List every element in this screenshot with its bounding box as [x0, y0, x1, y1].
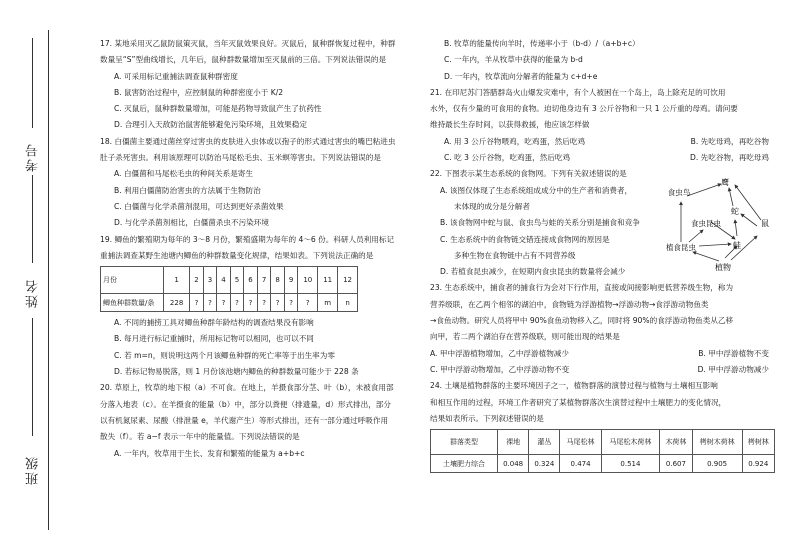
q24-type-cell: 灌丛 — [529, 430, 560, 455]
question-22 — [430, 166, 775, 280]
q24-stem-line: 24. 土壤是植物群落的主要环境因子之一，植物群落的演替过程与植物与土壤相互影响 — [430, 381, 718, 391]
q19-month-cell: 8 — [271, 267, 285, 294]
q19-table-header-row — [101, 267, 358, 294]
node-herbivorous-insect: 植食昆虫 — [666, 243, 696, 253]
q23-option-b[interactable]: B. 甲中浮游植物不变 — [698, 348, 769, 358]
node-hawk: 鹰 — [721, 178, 729, 188]
q23-stem-line: 向甲，若二两个湖泊存在营养级联，则可能出现的结果是 — [430, 332, 620, 342]
q19-month-cell: 11 — [318, 267, 338, 294]
q19-count-cell: ? — [271, 294, 285, 312]
q19-month-cell: 12 — [338, 267, 358, 294]
q19-month-cell: 9 — [284, 267, 298, 294]
q20-option-b[interactable]: B. 牧草的能量传向羊时，传递率小于（b-d）/（a+b+c） — [444, 39, 640, 48]
q24-type-cell: 裸地 — [498, 430, 529, 455]
q24-type-header: 群落类型 — [431, 430, 498, 455]
q17-option-b[interactable]: B. 鼠害防治过程中，应控制鼠的种群密度小于 K/2 — [114, 87, 284, 97]
q19-month-cell: 7 — [257, 267, 271, 294]
node-insectivorous-bird: 食虫鸟 — [667, 188, 691, 198]
class-blank[interactable] — [32, 318, 33, 436]
q22-option-a[interactable]: A. 该图仅体现了生态系统组成成分中的生产者和消费者， — [440, 185, 633, 195]
q17-option-c[interactable]: C. 灭鼠后，鼠种群数量增加，可能是药物导致鼠产生了抗药性 — [114, 104, 322, 114]
q19-month-cell: 3 — [203, 267, 217, 294]
q23-stem-line: 23. 生态系统中，捕食者的捕食行为会对下行作用，直接或间接影响更低营养级生物，称为 — [430, 283, 734, 293]
question-24 — [430, 378, 775, 473]
q17-option-d[interactable]: D. 合理引入天敌防治鼠害能够避免污染环境，且效果稳定 — [114, 120, 307, 130]
node-insectivorous-insect: 食虫昆虫 — [691, 219, 721, 229]
q21-stem-line: 水外，仅有少量的可食用的食物。迫切他身边有 3 公斤谷物和一只 1 公斤重的母鸡。请问要 — [430, 104, 738, 114]
q19-month-cell: 2 — [190, 267, 204, 294]
q24-fertility-cell: 0.514 — [601, 455, 660, 473]
node-snake: 蛇 — [731, 207, 739, 217]
q24-type-cell: 马尾松木荷林 — [601, 430, 660, 455]
question-23 — [430, 280, 775, 378]
question-20 — [100, 380, 425, 461]
q24-fertility-header: 土壤肥力综合 — [431, 455, 498, 473]
name-blank[interactable] — [32, 175, 33, 263]
q19-count-cell: m — [318, 294, 338, 312]
q19-count-cell: ? — [257, 294, 271, 312]
q19-count-cell: 228 — [164, 294, 190, 312]
q19-count-cell: ? — [230, 294, 244, 312]
q24-fertility-cell: 0.905 — [692, 455, 742, 473]
node-frog: 蛙 — [733, 241, 741, 251]
node-mouse: 鼠 — [761, 219, 769, 229]
q19-month-header: 月份 — [101, 267, 164, 294]
q17-option-a[interactable]: A. 可采用标记重捕法调查鼠种群密度 — [114, 71, 238, 81]
q22-option-c-cont: 多种生物在食物链中占有不同营养级 — [454, 250, 576, 260]
q19-month-cell: 5 — [230, 267, 244, 294]
q20-stem-line: 以有机氮尿素、尿酸（排泄量 e，羊代谢产生）等形式排出，还有一部分通过呼吸作用 — [100, 415, 389, 425]
q19-count-cell: ? — [190, 294, 204, 312]
q19-count-cell: ? — [284, 294, 298, 312]
q21-option-c[interactable]: C. 吃 3 公斤谷物，吃鸡蛋，然后吃鸡 — [444, 153, 571, 163]
q24-type-cell: 栲树林 — [742, 430, 774, 455]
q18-stem-line: 18. 白僵菌主要通过菌丝穿过害虫的皮肤进入虫体或以孢子的形式通过害虫的嘴巴粘进虫 — [100, 136, 396, 146]
q19-count-cell: ? — [244, 294, 258, 312]
left-column — [100, 36, 425, 462]
q21-options-row — [430, 150, 775, 166]
q18-stem-line: 肚子杀死害虫。利用该原理可以防治马尾松毛虫、玉米螟等害虫。下列说法错误的是 — [100, 153, 381, 163]
question-21 — [430, 85, 775, 166]
q24-stem-line: 和相互作用的过程，环境工作者研究了某植物群落次生演替过程中土壤肥力的变化情况， — [430, 397, 727, 407]
q19-month-cell: 10 — [298, 267, 318, 294]
question-20-continued — [430, 36, 775, 85]
q24-fertility-cell: 0.324 — [529, 455, 560, 473]
q19-stem-line: 重捕法调查某野生池塘内鲫鱼的种群数量变化规律，结果如表。下列说法正确的是 — [100, 250, 374, 260]
q21-option-a[interactable]: A. 用 3 公斤谷物喂鸡，吃鸡蛋，然后吃鸡 — [444, 136, 586, 146]
q19-stem-line: 19. 鲫鱼的繁殖期为每年的 3～8 月份，繁殖盛期为每年的 4～6 份。科研人员利用标记 — [100, 234, 395, 244]
q19-month-cell: 6 — [244, 267, 258, 294]
q18-option-b[interactable]: B. 利用白僵菌防治害虫的方法属于生物防治 — [114, 185, 261, 195]
binding-line — [48, 30, 49, 530]
q20-stem-line: 散失（f）。若 a~f 表示一年中的能量值。下列说法错误的是 — [100, 432, 300, 442]
q21-option-b[interactable]: B. 先吃母鸡，再吃谷物 — [690, 136, 769, 146]
q23-option-c[interactable]: C. 甲中浮游动物增加，乙中浮游动物不变 — [430, 364, 570, 374]
node-plant: 植物 — [715, 263, 731, 273]
q20-stem-line: 20. 草原上，牧草的地下根（a）不可食。在地上，羊摄食部分茎、叶（b），未被食用部 — [100, 383, 394, 393]
q19-month-cell: 1 — [164, 267, 190, 294]
exam-number-blank[interactable] — [32, 38, 33, 128]
q20-option-a[interactable]: A. 一年内，牧草用于生长、发育和繁殖的能量为 a+b+c — [114, 448, 305, 458]
q19-count-header: 鲫鱼种群数量/条 — [101, 294, 164, 312]
q22-stem-line: 22. 下图表示某生态系统的食物网。下列有关叙述错误的是 — [430, 169, 627, 179]
q24-fertility-cell: 0.474 — [560, 455, 601, 473]
q18-option-c[interactable]: C. 白僵菌与化学杀菌剂混用，可达到更好杀菌效果 — [114, 201, 284, 211]
q17-stem-line: 17. 某地采用灭乙鼠防鼠策灭鼠，当年灭鼠效果良好。灭鼠后，鼠种群恢复过程中，种群 — [100, 39, 396, 48]
q24-table-value-row — [431, 455, 775, 473]
question-17 — [100, 36, 425, 134]
q23-options-row — [430, 362, 775, 378]
exam-number-label: 考号 — [26, 142, 41, 172]
question-18 — [100, 134, 425, 232]
class-label: 班级 — [26, 455, 41, 485]
q19-month-cell: 4 — [217, 267, 231, 294]
q24-fertility-cell: 0.924 — [742, 455, 774, 473]
q19-option-d[interactable]: D. 若标记物易脱落，则 1 月份该池塘内鲫鱼的种群数量可能少于 228 条 — [114, 367, 359, 377]
q21-option-d[interactable]: D. 先吃谷物，再吃母鸡 — [689, 153, 769, 163]
q22-option-d[interactable]: D. 若植食昆虫减少，在短期内食虫昆虫的数量将会减少 — [440, 267, 626, 277]
q24-fertility-cell: 0.607 — [660, 455, 692, 473]
q24-type-cell: 马尾松林 — [560, 430, 601, 455]
food-web-diagram — [661, 176, 773, 272]
q19-table-value-row — [101, 294, 358, 312]
q23-options-row — [430, 346, 775, 362]
question-19 — [100, 232, 425, 381]
q19-count-cell: ? — [203, 294, 217, 312]
q19-option-b[interactable]: B. 每月进行标记重捕时，所用标记物可以相同，也可以不同 — [114, 334, 314, 344]
q22-option-c[interactable]: C. 生态系统中的食物链交错连接成食物网的原因是 — [440, 234, 610, 244]
name-label: 姓名 — [26, 278, 41, 308]
q18-option-d[interactable]: D. 与化学杀菌剂相比，白僵菌杀虫不污染环境 — [114, 218, 269, 228]
q19-option-a[interactable]: A. 不同的捕捞工具对鲫鱼种群年龄结构的调查结果没有影响 — [114, 318, 314, 328]
q21-stem-line: 维持最长生存时间，以获得救援，他应该怎样做 — [430, 120, 590, 130]
binding-margin — [0, 0, 58, 560]
q24-table — [430, 429, 775, 473]
q24-table-header-row — [431, 430, 775, 455]
q20-stem-line: 分落入地表（c）。在羊摄食的能量（b）中，部分以粪便（排遗量，d）形式排出，部分 — [100, 399, 391, 409]
q23-stem-line: 营养级联，在乙两个相邻的湖泊中，食物链为浮游植物→浮游动物→食浮游动物鱼类 — [430, 299, 709, 309]
q19-option-c[interactable]: C. 若 m=n，则说明这两个月该鲫鱼种群的死亡率等于出生率为零 — [114, 350, 335, 360]
q24-type-cell: 木荷林 — [660, 430, 692, 455]
right-column — [430, 36, 775, 473]
q24-type-cell: 栲树木荷林 — [692, 430, 742, 455]
q19-count-cell: n — [338, 294, 358, 312]
q21-options-row — [430, 134, 775, 150]
q19-count-cell: ? — [217, 294, 231, 312]
q23-option-a[interactable]: A. 甲中浮游植物增加，乙中浮游植物减少 — [430, 348, 569, 358]
q23-option-d[interactable]: D. 甲中浮游动物减少 — [697, 364, 769, 374]
q24-stem-line: 结果如表所示。下列叙述错误的是 — [430, 413, 544, 423]
q22-option-b[interactable]: B. 该食物网中蛇与鼠、食虫鸟与蛙的关系分别是捕食和竞争 — [440, 218, 640, 228]
q19-count-cell: ? — [298, 294, 318, 312]
q21-stem-line: 21. 在印尼苏门答腊群岛火山爆发灾难中，有个人被困在一个岛上，岛上除充足的可饮用 — [430, 87, 726, 97]
q17-stem-line: 数量呈“S”型曲线增长，几年后，鼠种群数量增加至灭鼠前的三倍。下列说法错误的是 — [100, 55, 387, 65]
q19-table — [100, 266, 358, 312]
q22-option-a-cont: 未体现的成分是分解者 — [454, 201, 530, 211]
q18-option-a[interactable]: A. 白僵菌和马尾松毛虫的种间关系是寄生 — [114, 169, 253, 179]
q20-option-c[interactable]: C. 一年内，羊从牧草中获得的能量为 b-d — [444, 55, 583, 65]
q23-stem-line: →食鱼动物。研究人员将甲中 90%食鱼动物移入乙，同时将 90%的食浮游动物鱼类从乙移 — [430, 316, 734, 326]
q20-option-d[interactable]: D. 一年内，牧草流向分解者的能量为 c+d+e — [444, 71, 598, 81]
q24-fertility-cell: 0.048 — [498, 455, 529, 473]
